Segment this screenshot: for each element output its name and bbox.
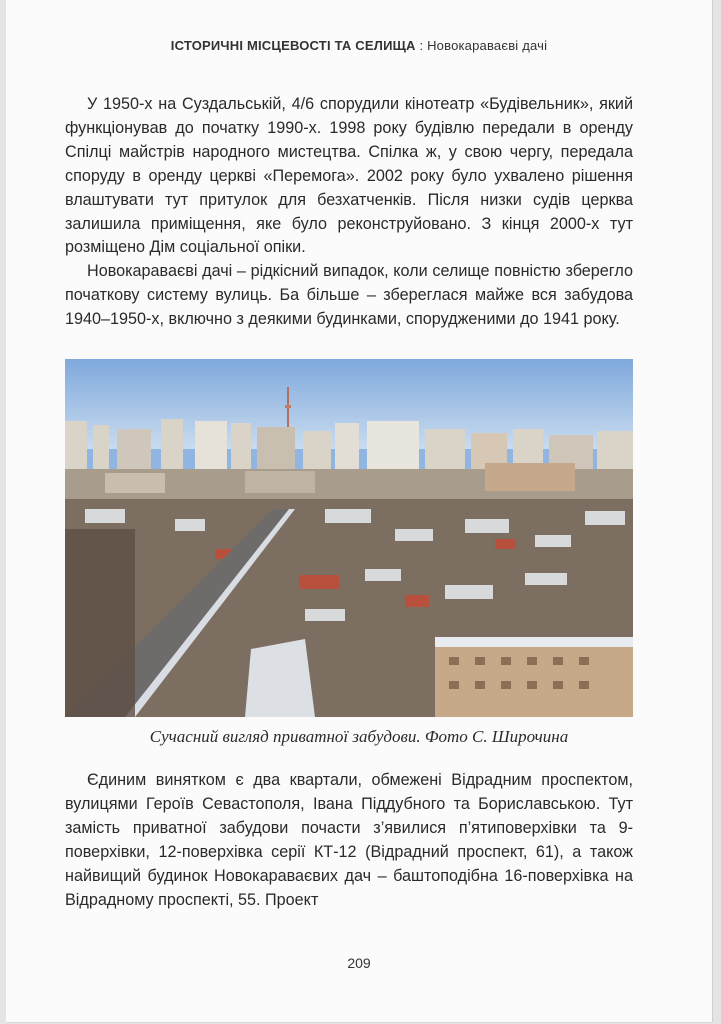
- running-header: [6, 38, 712, 53]
- body-text-top: [65, 93, 633, 332]
- aerial-photo: [65, 359, 633, 717]
- page-number: 209: [347, 955, 371, 971]
- photo-caption: Сучасний вигляд приватної забудови. Фото С. Широчина: [149, 727, 569, 746]
- header-subsection: Новокараваєві дачі: [427, 38, 548, 53]
- header-section: ІСТОРИЧНІ МІСЦЕВОСТІ ТА СЕЛИЩА: [170, 38, 416, 53]
- aerial-photo-illustration: [65, 359, 633, 717]
- header-separator: :: [415, 38, 428, 53]
- book-page: [6, 0, 712, 1022]
- paragraph: Єдиним винятком є два квартали, обмежені Відрадним проспектом, вулицями Героїв Севастополя, Івана Піддубного та Бориславською. Тут замість приватної забудови почасти з’явилися п’ятиповерхівки та 9-поверхівки, 12-поверхівка серії КТ-12 (Відрадний проспект, 61), а також найвищий будинок Новокараваєвих дач – баштоподібна 16-поверхівка на Відрадному проспекті, 55. Проект: [65, 771, 633, 909]
- paragraph: Новокараваєві дачі – рідкісний випадок, коли селище повністю зберегло початкову систему вулиць. Ба більше – збереглася майже вся забудова 1940–1950-х, включно з деякими будинками, спорудженими до 1941 року.: [65, 262, 633, 329]
- paragraph: У 1950-х на Суздальській, 4/6 спорудили кінотеатр «Будівельник», який функціонував до початку 1990-х. 1998 року будівлю передали в оренду Спілці майстрів народного мистецтва. Спілка ж, у свою чергу, передала споруду в оренду церкві «Перемога». 2002 року було ухвалено рішення влаштувати тут притулок для безхатченків. Після низки судів церква залишила приміщення, яке було реконструйовано. З кінця 2000-х тут розміщено Дім соціальної опіки.: [65, 95, 633, 257]
- body-text-bottom: [65, 769, 633, 912]
